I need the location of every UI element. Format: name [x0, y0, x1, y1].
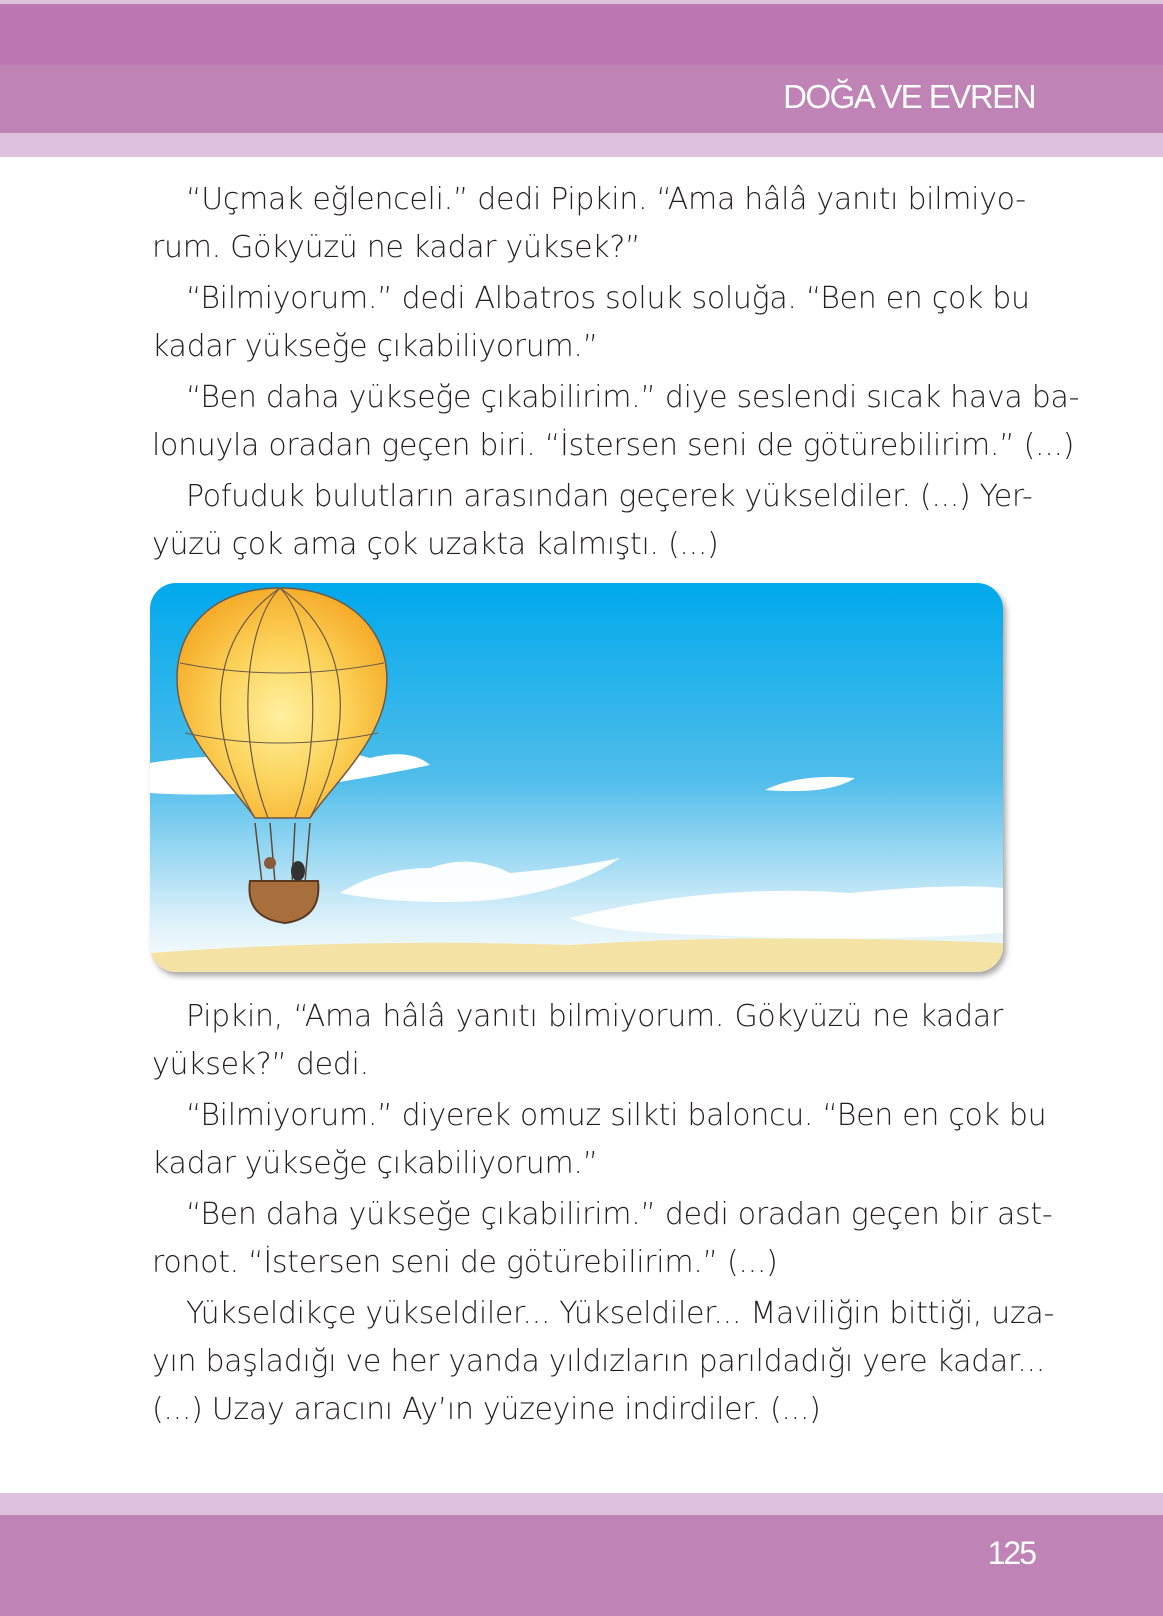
story-text-bottom	[152, 993, 1055, 1437]
text-line: Pofuduk bulutların arasından geçerek yükseldiler. (...) Yer-	[186, 479, 1033, 514]
footer-light-band	[0, 1493, 1163, 1515]
text-line: kadar yükseğe çıkabiliyorum.”	[152, 329, 598, 364]
text-line: yın başladığı ve her yanda yıldızların parıldadığı yere kadar...	[152, 1344, 1045, 1379]
hot-air-balloon-illustration	[150, 583, 1003, 972]
text-line: “Ben daha yükseğe çıkabilirim.” diye seslendi sıcak hava ba-	[186, 380, 1080, 415]
text-line: rum. Gökyüzü ne kadar yüksek?”	[152, 230, 641, 265]
chapter-title: DOĞA VE EVREN	[783, 78, 1035, 115]
text-line: “Uçmak eğlenceli.” dedi Pipkin. “Ama hâlâ yanıtı bilmiyo-	[186, 182, 1026, 217]
text-line: “Bilmiyorum.” diyerek omuz silkti baloncu. “Ben en çok bu	[186, 1098, 1047, 1133]
text-line: (...) Uzay aracını Ay’ın yüzeyine indirdiler. (...)	[152, 1392, 821, 1427]
text-line: yüksek?” dedi.	[152, 1047, 369, 1082]
text-line: kadar yükseğe çıkabiliyorum.”	[152, 1146, 598, 1181]
header-band	[0, 4, 1163, 65]
paragraph	[152, 374, 1080, 470]
text-line: ronot. “İstersen seni de götürebilirim.” (...)	[152, 1245, 778, 1280]
paragraph	[152, 473, 1033, 569]
text-line: Pipkin, “Ama hâlâ yanıtı bilmiyorum. Gökyüzü ne kadar	[186, 999, 1003, 1034]
text-line: lonuyla oradan geçen biri. “İstersen seni de götürebilirim.” (...)	[152, 428, 1075, 463]
page-number: 125	[987, 1535, 1035, 1571]
header-light-band	[0, 133, 1163, 157]
paragraph	[152, 1290, 1055, 1434]
text-line: “Ben daha yükseğe çıkabilirim.” dedi oradan geçen bir ast-	[186, 1197, 1053, 1232]
paragraph	[152, 176, 1026, 272]
text-line: Yükseldikçe yükseldiler... Yükseldiler... Maviliğin bittiği, uza-	[186, 1296, 1055, 1331]
paragraph	[152, 1191, 1053, 1287]
paragraph	[152, 275, 1030, 371]
paragraph	[152, 993, 1003, 1089]
story-text-top	[152, 176, 1080, 572]
text-line: “Bilmiyorum.” dedi Albatros soluk soluğa. “Ben en çok bu	[186, 281, 1030, 316]
paragraph	[152, 1092, 1047, 1188]
text-line: yüzü çok ama çok uzakta kalmıştı. (...)	[152, 527, 719, 562]
